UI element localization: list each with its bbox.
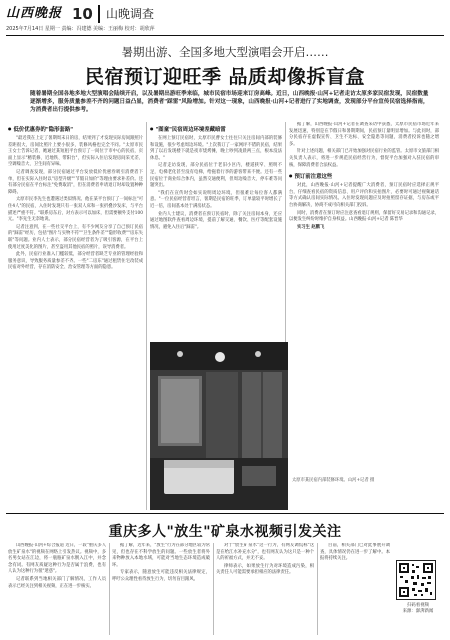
paragraph: 目前，相关部门已对此事展开调查，具体情况仍在进一步了解中。本报将持续关注。 bbox=[320, 543, 390, 562]
masthead-rule bbox=[6, 35, 444, 36]
qr-caption: 扫码看视频 来源：澎湃新闻 bbox=[402, 603, 434, 615]
story2-column-3 bbox=[216, 543, 314, 637]
section-title: 山晚调查 bbox=[98, 5, 154, 23]
column-divider bbox=[213, 543, 214, 635]
subhead: ● "图童"民宿周边环境差藏暗雷 bbox=[150, 125, 282, 134]
qr-code[interactable] bbox=[396, 560, 436, 600]
paragraph: 专家表示，随意放生可能违反相关法律规定，呼吁公众理性看待放生行为，切勿盲目跟风。 bbox=[112, 570, 210, 582]
lead-paragraph: 随着暑期全国各地多地大型演唱会陆续开启，以及暑期出游旺季来临，城市民宿市场迎来订房高峰。近日，山西晚报·山河+记者走访太原多家民宿发现，民宿数量逐渐增多，服务质量参差不齐的问题日益凸显，消费者"踩雷"风险增加。针对这一现象，山西晚报·山河+记者进行了实地调查，发现部分平台宣传民宿选择指南，为消费者出行提供参考。 bbox=[30, 91, 429, 114]
paragraph: 据了解，近年来，"放生"行为在部分地区较为常见，但也存在不科学放生的问题。一些放生者将外来物种放入本地水域，可能对当地生态环境造成破坏。 bbox=[112, 543, 210, 568]
story2-column-1 bbox=[8, 543, 106, 637]
dateline: 2025年7月14日 星期一 责编：冯建德 美编：王丽梅 校对：胡欣萍 bbox=[6, 26, 155, 32]
paragraph: 记者走访发现，部分民宿位于老旧小区内，楼道狭窄、照明不足，电梯老化甚至没有电梯，给拖着行李的游客带来不便。还有一些民宿位于商业综合体内，虽然交通便利，但周边噪音大、停车难等问题突出。 bbox=[150, 163, 282, 189]
paragraph: 在网上预订民宿时，太原市民曹女士往往只关注房间内部的装修和设施，很少考虑周边环境。"上次我订了一家网评不错的民宿，结果到了以后发现楼下就是夜市烧烤摊，晚上吵到凌晨两三点，根本没法休息。" bbox=[150, 136, 282, 161]
page-number: 10 bbox=[72, 5, 93, 23]
paragraph: 山西晚报·山河+综合报道 近日，一段"重庆多人放生矿泉水"的视频在网络上引发热议。视频中，多名男女站在江边，将一瓶瓶矿泉水倒入江中，并念念有词。有网友质疑这种行为是否属于浪费，也有人认为这种行为很"迷惑"。 bbox=[8, 543, 106, 575]
headline: 民宿预订迎旺季 品质却像拆盲盒 bbox=[84, 66, 366, 88]
paragraph: 据了解，山西晚报·山河+记者在调查采访中获悉，太原市民宿市场近年来发展迅速，特别是在节假日和暑期期间，民宿预订量明显增加。与此同时，部分民宿存在虚假宣传、卫生不达标、安全隐患等问题，消费者投诉也随之增多。 bbox=[289, 122, 439, 147]
paragraph: 针对上述问题，相关部门已开始加强对民宿行业的监管。太原市文旅部门相关负责人表示，将进一步规范民宿经营行为，督促平台加强对入驻民宿的审核，保障消费者合法权益。 bbox=[289, 149, 439, 168]
byline: 实习生 赵鹏飞 bbox=[297, 224, 325, 230]
article-column-2 bbox=[150, 122, 282, 337]
article-photo bbox=[150, 342, 288, 510]
column-divider bbox=[109, 543, 110, 635]
kicker: 暑期出游、全国多地大型演唱会开启…… bbox=[121, 45, 329, 59]
paragraph: 记者注意到，在一些社交平台上，有不少网友分享了自己预订民宿的"踩雷"经历，包括"图片与实物不符""卫生条件差""隐形收费""房东失联"等问题。业内人士表示，部分民宿经营者为了吸引客源，在平台上使用过度美化的图片，甚至盗用其他民宿的照片，误导消费者。 bbox=[8, 224, 143, 250]
story2-column-4 bbox=[320, 543, 390, 637]
paragraph: 太原市民李先生也遭遇过类似情况。他在某平台预订了一间标注"可住4人"的民宿，入住时发现只有一张双人床和一张折叠沙发床，与平台描述严重不符。"联系房东后，对方表示可以加床，但需要额外支付100元。"李先生无奈地说。 bbox=[8, 197, 143, 223]
paragraph: 记者联系到当地相关部门了解情况，工作人员表示已经关注到相关视频，正在进一步核实。 bbox=[8, 576, 106, 589]
paragraph: "我们在宣传时会如实说明周边环境，但很难让每位客人都满意。"一位民宿经营者坦言，暑期是民宿的旺季，订单量较平时增长了近一倍，房间基本处于满房状态。 bbox=[150, 190, 282, 209]
paragraph: 记者调查发现，部分民宿通过平台发放低价优惠券吸引消费者下单，但在实际入住时以"房型升级""节假日加价"等理由要求补差价。还有部分民宿在平台标注"免费取消"，但在消费者申请退订时却设置种种障碍。 bbox=[8, 169, 143, 195]
qr-code-icon bbox=[397, 561, 435, 599]
article-column-1 bbox=[8, 122, 143, 502]
paragraph: "最近我在上定了暑期周末日的房，结果到了才发现实际房间跟照片差距很大，房间比照片上要小很多，装修风格也完全不同。"太原市民王女士告诉记者，她通过某短租平台预订了一间位于市中心的民宿，页面上显示"精装修、近地铁、带阳台"，但实际入住后发现房间采光差、空调噪音大、卫生间有异味。 bbox=[8, 136, 143, 168]
paragraph: 业内人士建议，消费者在预订民宿时，除了关注房间本身，还应通过地图软件查看周边环境，提前了解交通、餐饮、医疗等配套设施情况，避免入住后"踩雷"。 bbox=[150, 211, 282, 230]
masthead bbox=[6, 4, 444, 34]
paragraph: 对于"放生矿泉水"这一行为，有网友调侃称"这是在给江水补充水分"，也有网友认为这只是一种个人的祈福方式，并无不妥。 bbox=[216, 543, 314, 562]
column-divider bbox=[317, 543, 318, 635]
column-divider bbox=[285, 122, 286, 358]
paragraph: 对此，山西晚报·山河+记者提醒广大消费者，预订民宿时应选择正规平台，仔细查看民宿的资质信息、用户评价和实拍图片，必要时可通过视频通话等方式确认房间实际情况。入住时发现问题应及时拍照留存证据，与房东或平台协商解决，协商不成可向相关部门投诉。 bbox=[289, 183, 439, 208]
newspaper-logo: 山西晚报 bbox=[6, 6, 63, 21]
room-photo-illustration bbox=[150, 342, 288, 510]
paragraph: 同时，消费者在预订时应注意查看退订规则，保留好交易记录和沟通记录，以便发生纠纷时维护自身权益。山西晚报·山河+记者 陈晋华 bbox=[289, 210, 439, 223]
article-column-3 bbox=[289, 122, 439, 358]
story2-column-2 bbox=[112, 543, 210, 637]
subhead: ● 低价优惠券的"隐形套路" bbox=[8, 125, 143, 134]
subhead: ● 预订前注意这些 bbox=[289, 172, 439, 181]
paragraph: 律师表示，如果放生行为对环境造成污染，相关责任人可能需要承担相应的法律责任。 bbox=[216, 563, 314, 576]
paragraph: 此外，民宿行业准入门槛较低，部分经营者缺乏专业的管理经验和服务意识，导致服务质量参差不齐。一些"二房东"通过租赁住宅改装成民宿对外经营，存在消防安全、治安管理等方面的隐患。 bbox=[8, 252, 143, 271]
story-divider bbox=[6, 513, 444, 514]
photo-caption: 太原市某民宿内部装修环境。山河+记者 摄 bbox=[292, 478, 375, 483]
column-divider bbox=[146, 122, 147, 510]
secondary-headline: 重庆多人"放生"矿泉水视频引发关注 bbox=[108, 524, 342, 540]
